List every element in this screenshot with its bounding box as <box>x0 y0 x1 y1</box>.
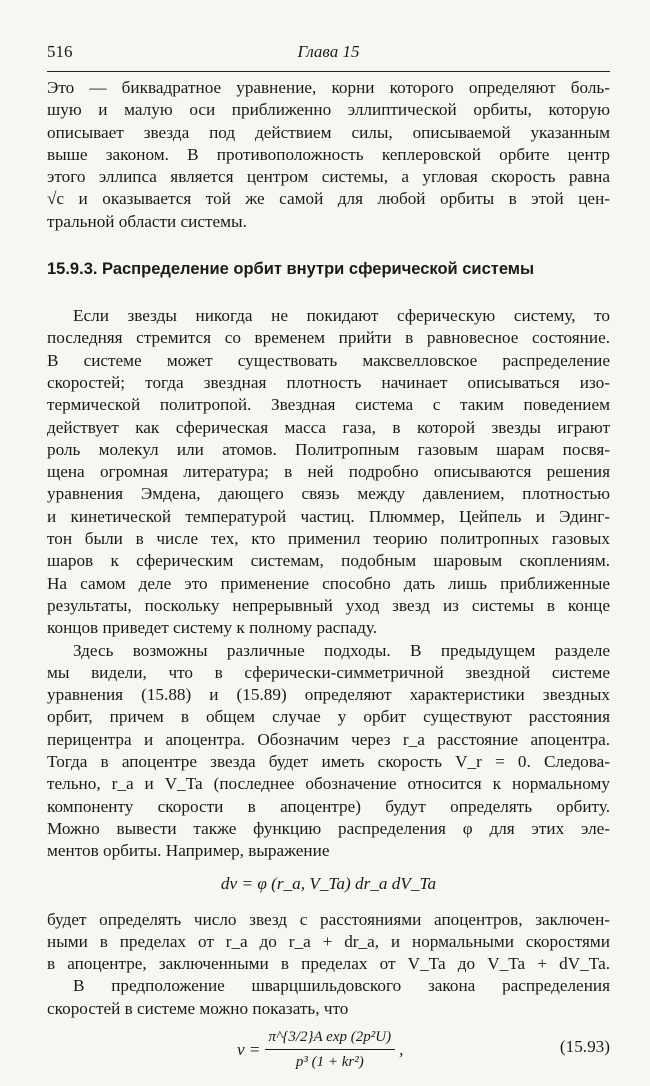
text-line: описывает звезда под действием силы, описываемой указанным <box>47 122 610 142</box>
text-line: тельно, r_a и V_Ta (последнее обозначение относится к нормальному <box>47 774 610 794</box>
text-line: уравнения Эмдена, дающего связь между давлением, плотностью <box>47 484 610 504</box>
text-line: На самом деле это применение способно дать лишь приближенные <box>47 573 610 593</box>
text-line: Здесь возможны различные подходы. В предыдущем разделе <box>73 640 610 660</box>
text-line: Если звезды никогда не покидают сферическую систему, то <box>73 306 610 326</box>
equation-denominator: p³ (1 + kr²) <box>295 1054 364 1071</box>
text-line: последняя стремится со временем прийти в равновесное состояние. <box>47 328 610 348</box>
text-line: Это — биквадратное уравнение, корни которого определяют боль- <box>47 78 610 97</box>
text-line: скоростей; тогда звездная плотность начинает описываться изо- <box>47 372 610 392</box>
equation-fraction <box>265 1026 396 1074</box>
equation-lhs: ν = <box>237 1039 261 1059</box>
text-line: и кинетической температурой частиц. Плюммер, Цейпель и Эдинг- <box>47 506 610 526</box>
text-line: компоненту скорости в апоцентре) будут определять орбиту. <box>47 796 610 816</box>
text-line: этого эллипса является центром системы, а угловая скорость равна <box>47 167 610 187</box>
text-line: в апоцентре, заключенными в пределах от V_Ta до V_Ta + dV_Ta. <box>47 954 610 974</box>
paragraph-1 <box>47 77 610 233</box>
text-line: будет определять число звезд с расстояниями апоцентров, заключен- <box>47 909 610 929</box>
text-line: орбит, причем в общем случае у орбит существуют расстояния <box>47 707 610 727</box>
text-line: перицентра и апоцентра. Обозначим через r_a расстояние апоцентра. <box>47 729 610 749</box>
paragraph-4 <box>47 909 610 976</box>
text-line: действует как сферическая масса газа, в которой звезды играют <box>47 417 610 437</box>
text-line: уравнения (15.88) и (15.89) определяют характеристики звездных <box>47 685 610 705</box>
text-line: мы видели, что в сферически-симметричной звездной системе <box>47 662 610 682</box>
text-line: концов приведет систему к полному распаду. <box>47 618 378 638</box>
equation-tail: , <box>399 1039 404 1059</box>
page-number: 516 <box>47 42 73 61</box>
text-line: Тогда в апоцентре звезда будет иметь скорость V_r = 0. Следова- <box>47 752 610 772</box>
equation-numerator: π^{3/2}A exp (2p²U) <box>265 1026 396 1050</box>
text-line: роль молекул или атомов. Политропным газовым шарам посвя- <box>47 439 610 459</box>
section-title: 15.9.3. Распределение орбит внутри сферической системы <box>47 260 535 279</box>
text-line: термической политропой. Звездная система с таким поведением <box>47 395 610 415</box>
text-line: тон были в числе тех, кто применил теорию политропных газовых <box>47 529 610 549</box>
paragraph-3 <box>47 640 610 863</box>
equation-number: (15.93) <box>559 1036 610 1056</box>
paragraph-5 <box>47 975 610 1020</box>
text-line: шаров к сферическим системам, подобным шаровым скоплениям. <box>47 551 610 571</box>
text-line: ными в пределах от r_a до r_a + dr_a, и нормальными скоростями <box>47 931 610 951</box>
text-line: тральной области системы. <box>47 211 247 231</box>
text-line: √c и оказывается той же самой для любой орбиты в этой цен- <box>47 189 610 209</box>
page-body <box>47 77 610 1086</box>
page-header <box>47 42 610 64</box>
paragraph-2 <box>47 305 610 639</box>
text-line: выше законом. В противоположность кеплеровской орбите центр <box>47 144 610 164</box>
text-line: щена огромная литература; в ней подробно описываются решения <box>47 462 610 482</box>
text-line: В предположение шварцшильдовского закона распределения <box>73 976 610 996</box>
formula-dnu: dν = φ (r_a, V_Ta) dr_a dV_Ta <box>220 873 437 893</box>
header-rule <box>47 71 610 72</box>
text-line: результаты, поскольку непрерывный уход звезд из системы в конце <box>47 595 610 615</box>
equation-15-93 <box>47 1022 610 1086</box>
text-line: скоростей в системе можно показать, что <box>47 998 349 1018</box>
text-line: Можно вывести также функцию распределения φ для этих эле- <box>47 818 610 838</box>
text-line: В системе может существовать максвелловское распределение <box>47 350 610 370</box>
running-head: Глава 15 <box>297 42 360 61</box>
text-line: шую и малую оси приближенно эллиптической орбиты, которую <box>47 100 610 120</box>
text-line: ментов орбиты. Например, выражение <box>47 841 330 861</box>
